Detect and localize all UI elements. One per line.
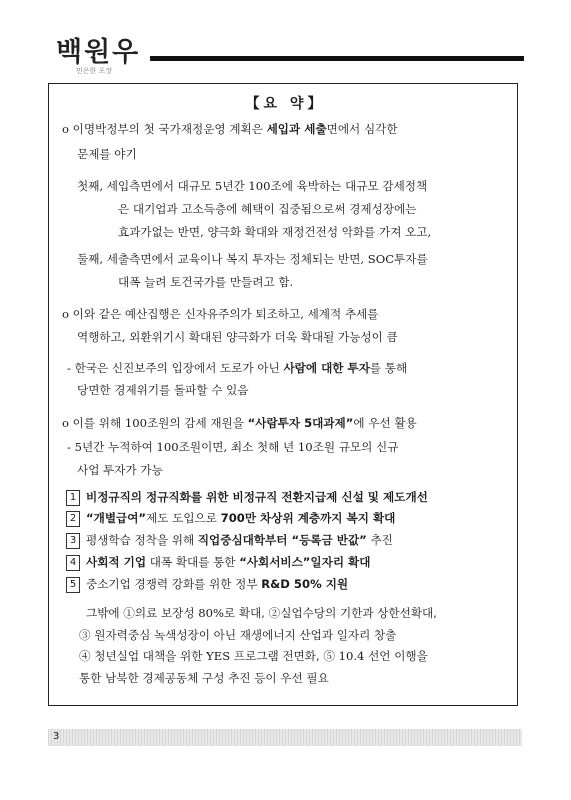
extra-line: ④ 청년실업 대책을 위한 YES 프로그램 전면화, ⑤ 10.4 선언 이행을 [79,649,428,663]
summary-line [77,251,428,267]
task-number-box: 1 [66,490,80,506]
summary-line [62,306,378,322]
summary-line [67,439,398,455]
task-emphasis: R&D 50% 지원 [261,577,349,591]
summary-line [118,224,431,240]
summary-line [67,360,407,376]
task-emphasis: 직업중심대학부터 “등록금 반값” [197,533,367,547]
line-text: 를 통해 [369,361,408,375]
line-text: 사업 투자가 가능 [77,463,163,477]
task-emphasis: 사회적 기업 [86,555,147,569]
task-text: 중소기업 경쟁력 강화를 위한 정부 [86,577,262,591]
summary-line [62,121,398,137]
line-emphasis: 사람에 대한 투자 [283,361,370,375]
line-text: 은 대기업과 고소득층에 혜택이 집중됨으로써 경제성장에는 [118,202,417,216]
task-number-box: 4 [66,555,80,571]
line-text: 역행하고, 외환위기시 확대된 양극화가 더욱 확대될 가능성이 큼 [77,330,398,344]
line-text: 둘째, 세출측면에서 교육이나 복지 투자는 정체되는 반면, SOC투자를 [77,252,428,266]
summary-line [118,274,293,290]
logo: 백원우 [56,37,141,68]
task-number-box: 5 [66,577,80,593]
header-rule [150,56,524,61]
line-text: o 이와 같은 예산집행은 신자유주의가 퇴조하고, 세계적 추세를 [62,307,379,321]
task-emphasis: 700만 차상위 계층까지 복지 확대 [220,511,396,525]
summary-line [77,178,427,194]
extra-line: 통한 남북한 경제공동체 구성 추진 등이 우선 필요 [79,671,329,685]
task-item [66,532,393,549]
task-item [66,510,395,527]
line-text: 당면한 경제위기를 돌파할 수 있음 [77,383,249,397]
extra-line: 그밖에 ①의료 보장성 80%로 확대, ②실업수당의 기한과 상한선확대, [86,606,437,620]
task-text: 제도 도입으로 [146,511,221,525]
line-emphasis: “사람투자 5대과제” [247,416,354,430]
summary-line [118,201,416,217]
line-text: 면에서 심각한 [326,122,398,136]
line-text: 첫째, 세입측면에서 대규모 5년간 100조에 육박하는 대규모 감세정책 [77,179,428,193]
task-emphasis: “사회서비스”일자리 확대 [239,555,371,569]
page-number: 3 [53,731,60,742]
line-text: - 5년간 누적하여 100조원이면, 최소 첫해 년 10조원 규모의 신규 [67,440,399,454]
line-text: o 이를 위해 100조원의 감세 재원을 [62,416,248,430]
task-text: 대폭 확대를 통한 [146,555,240,569]
summary-line [77,329,398,345]
task-text: 추진 [366,533,393,547]
line-text: 문제를 야기 [77,147,137,161]
task-number-box: 3 [66,533,80,549]
line-text: 에 우선 활용 [353,416,417,430]
summary-line [77,146,137,162]
line-text: - 한국은 신진보주의 입장에서 도로가 아닌 [67,361,284,375]
task-emphasis: “개별급여” [86,511,147,525]
summary-line [77,462,163,478]
task-emphasis: 비정규직의 정규직화를 위한 비정규직 전환지급제 신설 및 제도개선 [86,490,428,504]
logo-subtitle: 민은한 포장 [76,67,113,75]
task-number-box: 2 [66,511,80,527]
line-text: 대폭 늘려 토건국가를 만들려고 함. [118,275,294,289]
line-text: o 이명박정부의 첫 국가재정운영 계획은 [62,122,267,136]
summary-line [62,415,417,431]
line-text: 효과가없는 반면, 양극화 확대와 재정건전성 악화를 가져 오고, [118,225,432,239]
footer-bar [48,729,522,746]
task-item [66,554,370,571]
summary-title: 【요 약】 [245,96,326,112]
line-emphasis: 세입과 세출 [266,122,327,136]
task-text: 평생학습 정착을 위해 [86,533,198,547]
task-item [66,489,428,506]
summary-line [77,382,249,398]
task-item [66,576,348,593]
extra-line: ③ 원자력중심 녹색성장이 아닌 재생에너지 산업과 일자리 창출 [79,628,397,642]
